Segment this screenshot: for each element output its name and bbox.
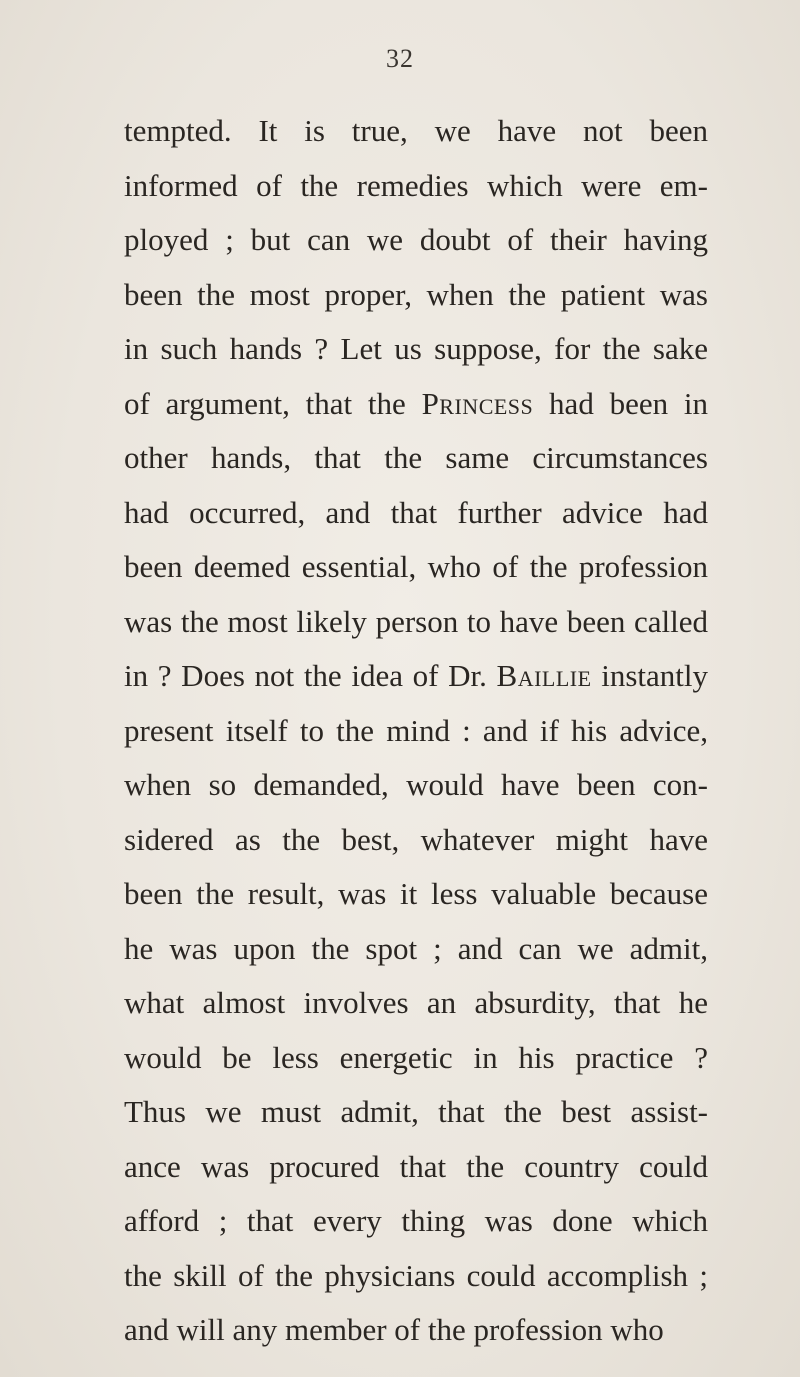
- body-text: [124, 104, 708, 1358]
- text-line: what almost involves an absurdity, that he: [124, 985, 708, 1020]
- text-line: been the most proper, when the patient was: [124, 276, 708, 312]
- page-number: 32: [386, 44, 414, 73]
- text-line: the skill of the physicians could accomplish ;: [124, 1257, 708, 1293]
- text-line: sidered as the best, whatever might have: [124, 821, 708, 857]
- text-line: ployed ; but can we doubt of their having: [124, 222, 708, 257]
- text-line: ance was procured that the country could: [124, 1148, 708, 1184]
- text-line: and will any member of the profession who: [124, 1312, 664, 1347]
- small-caps-name: Princess: [421, 385, 534, 421]
- text-line: informed of the remedies which were em-: [124, 167, 708, 203]
- text-line: been deemed essential, who of the profession: [124, 549, 708, 584]
- text-line: been the result, was it less valuable because: [124, 876, 708, 911]
- text-line: in ? Does not the idea of Dr. Baillie instantly: [124, 658, 708, 693]
- text-line: tempted. It is true, we have not been: [124, 113, 708, 148]
- text-line: had occurred, and that further advice had: [124, 494, 708, 530]
- text-line: of argument, that the Princess had been in: [124, 385, 708, 421]
- text-line: other hands, that the same circumstances: [124, 440, 708, 475]
- text-line: Thus we must admit, that the best assist-: [124, 1094, 708, 1129]
- text-line: he was upon the spot ; and can we admit,: [124, 930, 708, 966]
- text-line: was the most likely person to have been called: [124, 603, 708, 639]
- text-line: afford ; that every thing was done which: [124, 1203, 708, 1238]
- text-line: would be less energetic in his practice ?: [124, 1039, 708, 1075]
- small-caps-name: Baillie: [496, 658, 592, 693]
- text-line: in such hands ? Let us suppose, for the sake: [124, 331, 708, 366]
- text-line: present itself to the mind : and if his advice,: [124, 712, 708, 748]
- text-line: when so demanded, would have been con-: [124, 767, 708, 802]
